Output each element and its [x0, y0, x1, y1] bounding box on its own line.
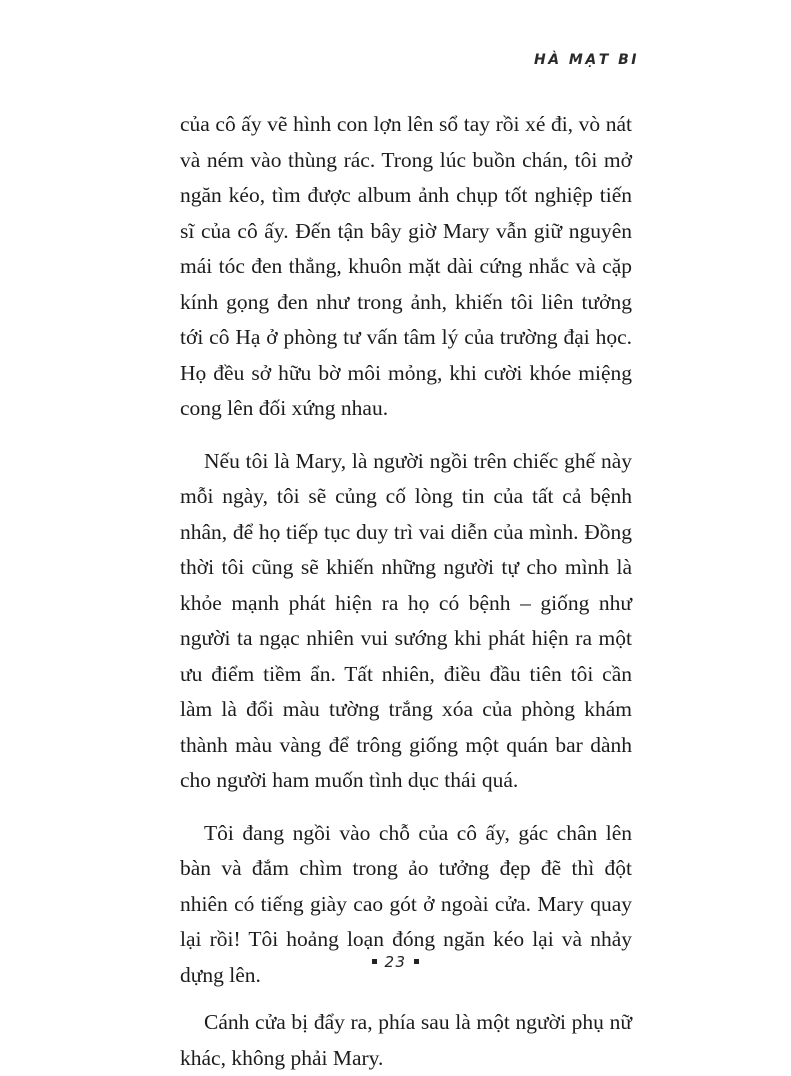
paragraph-3: Tôi đang ngồi vào chỗ của cô ấy, gác chân lên bàn và đắm chìm trong ảo tưởng đẹp đẽ thì đột nhiên có tiếng giày cao gót ở ngoài cửa. Mary quay lại rồi! Tôi hoảng loạn đóng ngăn kéo lại và nhảy dựng lên. — [180, 820, 632, 987]
paragraph-1: của cô ấy vẽ hình con lợn lên sổ tay rồi xé đi, vò nát và ném vào thùng rác. Trong lúc buồn chán, tôi mở ngăn kéo, tìm được album ảnh chụp tốt nghiệp tiến sĩ của cô ấy. Đến tận bây giờ Mary vẫn giữ nguyên mái tóc đen thẳng, khuôn mặt dài cứng nhắc và cặp kính gọng đen như trong ảnh, khiến tôi liên tưởng tới cô Hạ ở phòng tư vấn tâm lý của trường đại học. Họ đều sở hữu bờ môi mỏng, khi cười khóe miệng cong lên đối xứng nhau. — [180, 112, 632, 420]
page-number: 23 — [384, 953, 407, 971]
page-footer — [0, 953, 791, 971]
paragraph-2: Nếu tôi là Mary, là người ngồi trên chiếc ghế này mỗi ngày, tôi sẽ củng cố lòng tin của tất cả bệnh nhân, để họ tiếp tục duy trì vai diễn của mình. Đồng thời tôi cũng sẽ khiến những người tự cho mình là khỏe mạnh phát hiện ra họ có bệnh – giống như người ta ngạc nhiên vui sướng khi phát hiện ra một ưu điểm tiềm ẩn. Tất nhiên, điều đầu tiên tôi cần làm là đổi màu tường trắng xóa của phòng khám thành màu vàng để trông giống một quán bar dành cho người ham muốn tình dục thái quá. — [180, 448, 632, 792]
paragraph-4: Cánh cửa bị đẩy ra, phía sau là một người phụ nữ khác, không phải Mary. — [180, 1010, 632, 1070]
body-text — [180, 107, 632, 1076]
folio-left-square-icon — [372, 959, 377, 964]
folio-right-square-icon — [414, 959, 419, 964]
running-header-title: HÀ MẠT BI — [534, 52, 639, 68]
